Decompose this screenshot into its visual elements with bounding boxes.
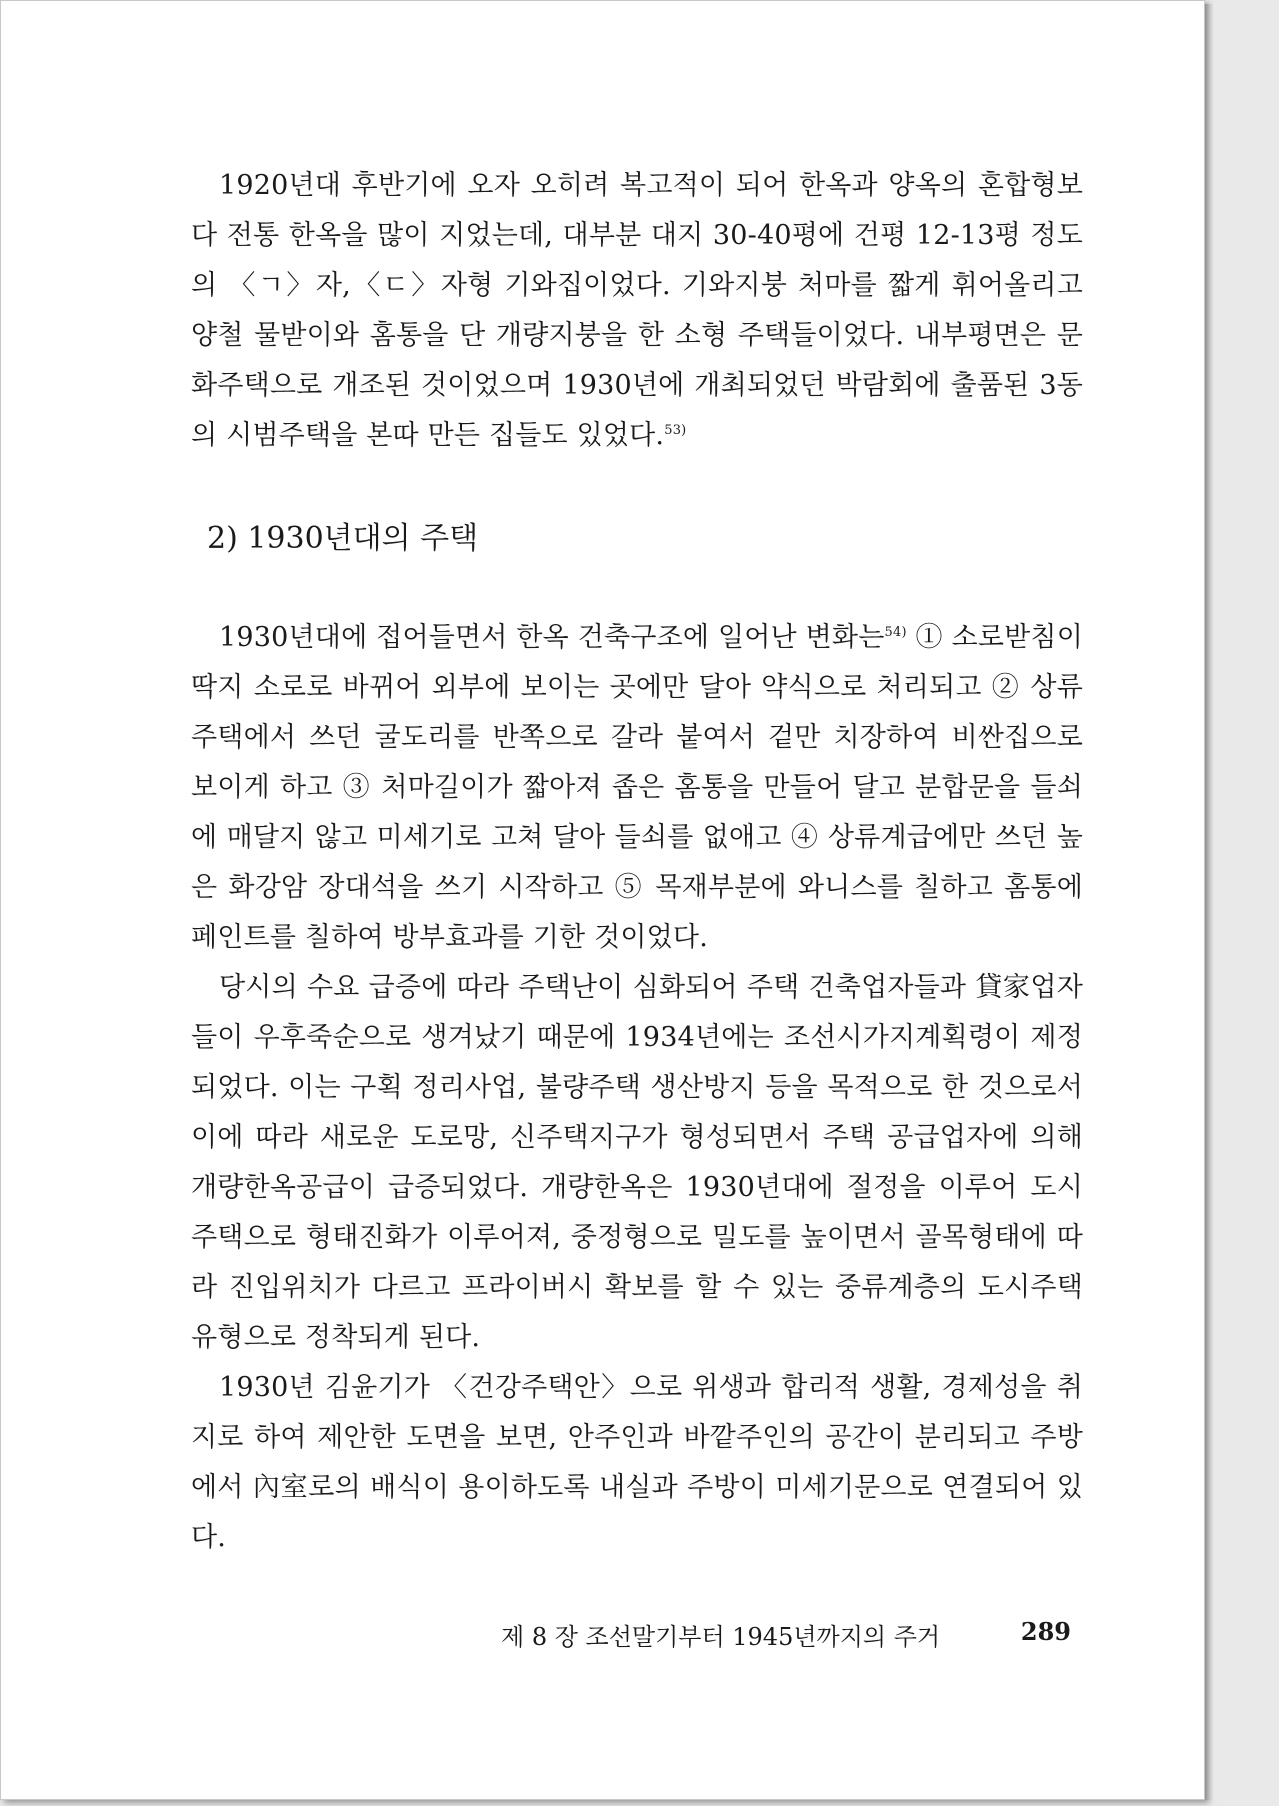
running-footer-chapter: 제 8 장 조선말기부터 1945년까지의 주거 xyxy=(501,1623,941,1651)
paragraph-1920s xyxy=(191,161,1083,461)
page-body xyxy=(191,161,1083,1563)
paragraph-1930s-list: ① 소로받침이 딱지 소로로 바뀌어 외부에 보이는 곳에만 달아 약식으로 처리되고 ② 상류주택에서 쓰던 굴도리를 반쪽으로 갈라 붙여서 겉만 치장하여 비싼집으로 보이게 하고 ③ 처마길이가 짧아져 좁은 홈통을 만들어 달고 분합문을 들쇠에 매달지 않고 미세기로 고쳐 달아 들쇠를 없애고 ④ 상류계급에만 쓰던 높은 화강암 장대석을 쓰기 시작하고 ⑤ 목재부분에 와니스를 칠하고 홈통에 페인트를 칠하여 방부효과를 기한 것이었다. xyxy=(191,622,1083,953)
section-heading: 2) 1930년대의 주택 xyxy=(207,521,479,556)
paragraph-1930s-lead: 1930년대에 접어들면서 한옥 건축구조에 일어난 변화는 xyxy=(219,622,885,653)
page-number: 289 xyxy=(1020,1617,1071,1646)
page-edge-shadow xyxy=(1205,4,1215,1800)
footnote-ref-53: 53) xyxy=(664,423,687,438)
paragraph-kim-yungi: 1930년 김윤기가 〈건강주택안〉으로 위생과 합리적 생활, 경제성을 취지로 하여 제안한 도면을 보면, 안주인과 바깥주인의 공간이 분리되고 주방에서 內室로의 배식이 용이하도록 내실과 주방이 미세기문으로 연결되어 있다. xyxy=(191,1372,1083,1553)
page-footer xyxy=(501,1617,1071,1652)
paragraph-1930s-changes xyxy=(191,613,1083,963)
footnote-ref-54: 54) xyxy=(884,625,907,640)
paragraph-1920s-text: 1920년대 후반기에 오자 오히려 복고적이 되어 한옥과 양옥의 혼합형보다 전통 한옥을 많이 지었는데, 대부분 대지 30-40평에 건평 12-13평 정도의 〈ㄱ〉자,〈ㄷ〉자형 기와집이었다. 기와지붕 처마를 짧게 휘어올리고 양철 물받이와 홈통을 단 개량지붕을 한 소형 주택들이었다. 내부평면은 문화주택으로 개조된 것이었으며 1930년에 개최되었던 박람회에 출품된 3동의 시범주택을 본따 만든 집들도 있었다. xyxy=(191,170,1083,451)
paragraph-housing-demand: 당시의 수요 급증에 따라 주택난이 심화되어 주택 건축업자들과 貸家업자들이 우후죽순으로 생겨났기 때문에 1934년에는 조선시가지계획령이 제정되었다. 이는 구획 정리사업, 불량주택 생산방지 등을 목적으로 한 것으로서 이에 따라 새로운 도로망, 신주택지구가 형성되면서 주택 공급업자에 의해 개량한옥공급이 급증되었다. 개량한옥은 1930년대에 절정을 이루어 도시주택으로 형태진화가 이루어져, 중정형으로 밀도를 높이면서 골목형태에 따라 진입위치가 다르고 프라이버시 확보를 할 수 있는 중류계층의 도시주택 유형으로 정착되게 된다. xyxy=(191,972,1083,1353)
